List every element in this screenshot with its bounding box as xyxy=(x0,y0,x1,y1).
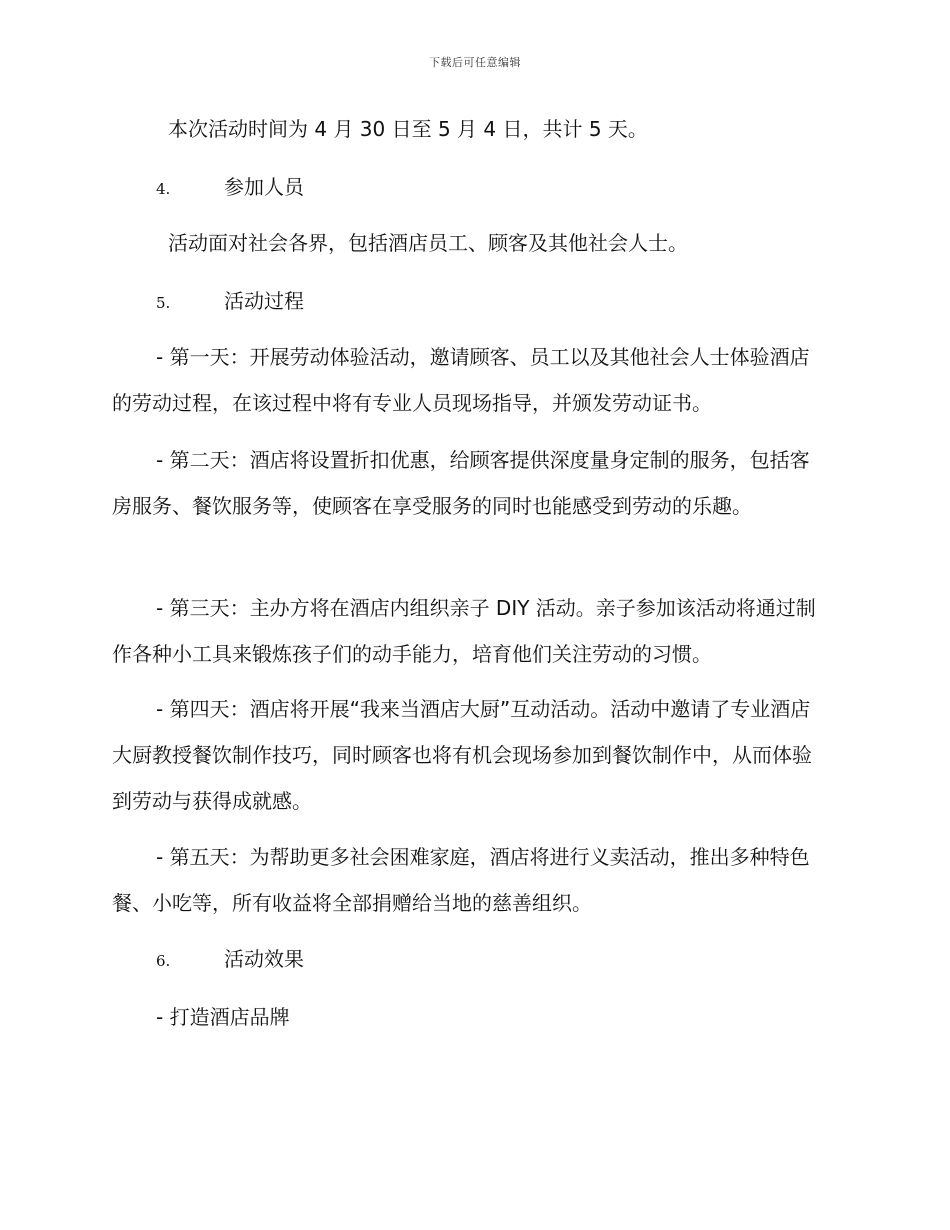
section-heading-5 xyxy=(156,288,304,316)
section-number: 6. xyxy=(156,952,171,970)
section-title: 活动过程 xyxy=(224,289,304,313)
section-number: 5. xyxy=(156,294,171,312)
header-note: 下载后可任意编辑 xyxy=(429,56,521,69)
section-title: 活动效果 xyxy=(224,947,304,971)
section-heading-6 xyxy=(156,946,304,974)
day4-paragraph: - 第四天：酒店将开展“我来当酒店大厨”互动活动。活动中邀请了专业酒店大厨教授餐饮制作技巧，同时顾客也将有机会现场参加到餐饮制作中，从而体验到劳动与获得成就感。 xyxy=(112,697,812,813)
section-number: 4. xyxy=(156,180,171,198)
section-title: 参加人员 xyxy=(224,175,304,199)
section-heading-4 xyxy=(156,174,304,202)
participants-paragraph: 活动面对社会各界，包括酒店员工、顾客及其他社会人士。 xyxy=(168,231,688,255)
effect-item: - 打造酒店品牌 xyxy=(156,1005,290,1029)
day2-paragraph: - 第二天：酒店将设置折扣优惠，给顾客提供深度量身定制的服务，包括客房服务、餐饮服务等，使顾客在享受服务的同时也能感受到劳动的乐趣。 xyxy=(112,448,810,518)
time-paragraph: 本次活动时间为 4 月 30 日至 5 月 4 日，共计 5 天。 xyxy=(168,117,648,141)
day1-paragraph: - 第一天：开展劳动体验活动，邀请顾客、员工以及其他社会人士体验酒店的劳动过程，在该过程中将有专业人员现场指导，并颁发劳动证书。 xyxy=(112,345,810,415)
day5-paragraph: - 第五天：为帮助更多社会困难家庭，酒店将进行义卖活动，推出多种特色餐、小吃等，所有收益将全部捐赠给当地的慈善组织。 xyxy=(112,845,810,915)
day3-paragraph: - 第三天：主办方将在酒店内组织亲子 DIY 活动。亲子参加该活动将通过制作各种小工具来锻炼孩子们的动手能力，培育他们关注劳动的习惯。 xyxy=(112,596,816,666)
